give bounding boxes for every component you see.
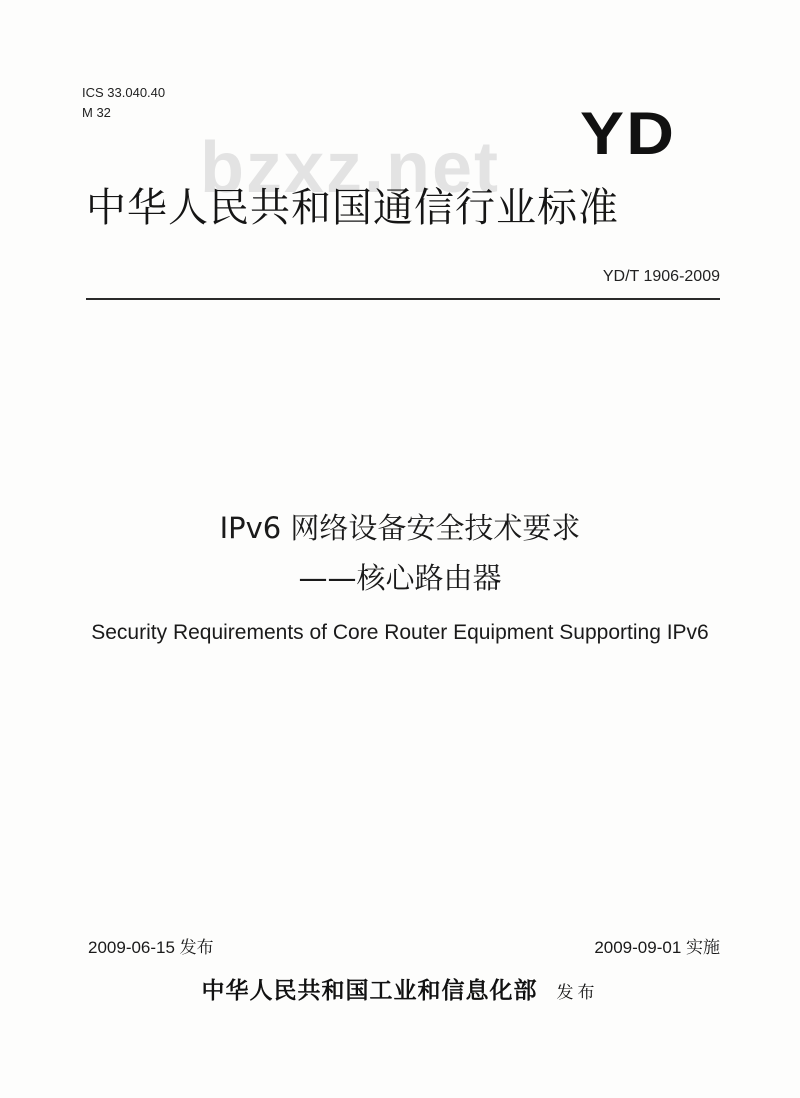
document-english-title: Security Requirements of Core Router Equipment Supporting IPv6 bbox=[91, 621, 709, 644]
ics-code: ICS 33.040.40 bbox=[82, 85, 166, 100]
issuer-name: 中华人民共和国工业和信息化部 bbox=[201, 977, 538, 1004]
standard-title: 中华人民共和国通信行业标准 bbox=[86, 185, 619, 231]
issue-date: 2009-06-15 发布 bbox=[88, 938, 214, 957]
issuer-action: 发布 bbox=[556, 983, 599, 1003]
watermark: bzxz.net bbox=[200, 128, 501, 208]
effective-date: 2009-09-01 实施 bbox=[594, 938, 720, 957]
standard-number: YD/T 1906-2009 bbox=[602, 268, 720, 285]
classification-codes bbox=[82, 83, 165, 123]
yd-logo: YD bbox=[580, 100, 677, 167]
document-title: IPv6 网络设备安全技术要求 bbox=[219, 511, 581, 545]
class-code: M 32 bbox=[82, 105, 111, 120]
issuer-line bbox=[0, 972, 800, 1005]
header-divider bbox=[86, 298, 720, 300]
document-subtitle: ——核心路由器 bbox=[298, 561, 502, 595]
